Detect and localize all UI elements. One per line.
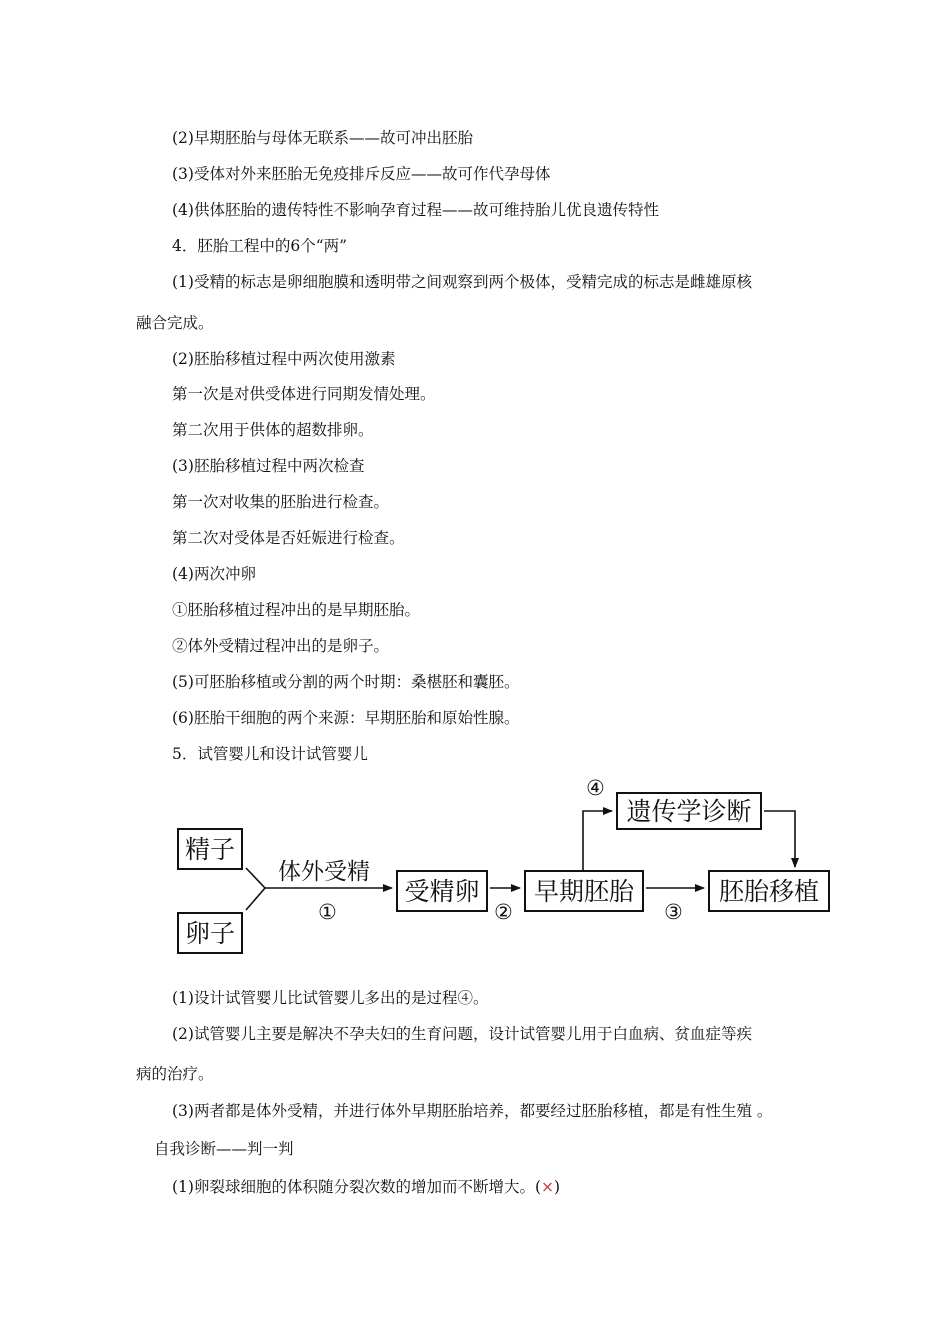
text-line: ①胚胎移植过程冲出的是早期胚胎。	[172, 601, 421, 619]
arrow-to-genetic-diagnosis	[583, 811, 612, 870]
text-line: (5)可胚胎移植或分割的两个时期：桑椹胚和囊胚。	[172, 673, 520, 691]
text-line: (4)供体胚胎的遗传特性不影响孕育过程——故可维持胎儿优良遗传特性	[172, 201, 659, 219]
step-4-marker: ④	[586, 776, 605, 800]
text-line: (2)早期胚胎与母体无联系——故可冲出胚胎	[172, 129, 473, 147]
question-line	[172, 1177, 560, 1197]
text-line: (1)设计试管婴儿比试管婴儿多出的是过程④。	[172, 989, 489, 1007]
text-line: 病的治疗。	[136, 1065, 214, 1083]
step-2-marker: ②	[494, 900, 513, 924]
section-heading: 5．试管婴儿和设计试管婴儿	[172, 745, 368, 763]
text-line: (2)试管婴儿主要是解决不孕夫妇的生育问题，设计试管婴儿用于白血病、贫血症等疾	[172, 1025, 752, 1043]
step-3-marker: ③	[664, 900, 683, 924]
text-line: (2)胚胎移植过程中两次使用激素	[172, 350, 396, 368]
genetic-diagnosis-box: 遗传学诊断	[616, 792, 762, 830]
text-line: (3)胚胎移植过程中两次检查	[172, 457, 365, 475]
text-line: 融合完成。	[136, 314, 214, 332]
text-line: 第二次用于供体的超数排卵。	[172, 421, 374, 439]
early-embryo-box: 早期胚胎	[524, 870, 644, 912]
sperm-connector	[246, 868, 265, 888]
section-heading: 4．胚胎工程中的6个“两”	[172, 237, 348, 255]
text-line: ②体外受精过程冲出的是卵子。	[172, 637, 390, 655]
text-line: (6)胚胎干细胞的两个来源：早期胚胎和原始性腺。	[172, 709, 520, 727]
text-line: 第二次对受体是否妊娠进行检查。	[172, 529, 405, 547]
zygote-box: 受精卵	[396, 870, 488, 912]
question-close-paren: )	[554, 1178, 561, 1196]
text-line: (4)两次冲卵	[172, 565, 256, 583]
step-1-marker: ①	[318, 900, 337, 924]
text-line: (3)受体对外来胚胎无免疫排斥反应——故可作代孕母体	[172, 165, 551, 183]
embryo-transfer-box: 胚胎移植	[708, 870, 830, 912]
text-line: 第一次对收集的胚胎进行检查。	[172, 493, 390, 511]
text-line: (3)两者都是体外受精，并进行体外早期胚胎培养，都要经过胚胎移植，都是有性生殖 。	[172, 1102, 773, 1120]
egg-box: 卵子	[177, 912, 243, 954]
sperm-box: 精子	[177, 828, 243, 870]
arrow-diagnosis-to-transfer	[764, 811, 795, 867]
text-line: 第一次是对供受体进行同期发情处理。	[172, 385, 436, 403]
wrong-mark: ×	[541, 1178, 555, 1196]
ivf-label: 体外受精	[278, 859, 370, 885]
question-text: (1)卵裂球细胞的体积随分裂次数的增加而不断增大。(	[172, 1178, 542, 1196]
egg-connector	[246, 888, 265, 910]
text-line: (1)受精的标志是卵细胞膜和透明带之间观察到两个极体，受精完成的标志是雌雄原核	[172, 273, 752, 291]
section-heading: 自我诊断——判一判	[154, 1140, 294, 1158]
